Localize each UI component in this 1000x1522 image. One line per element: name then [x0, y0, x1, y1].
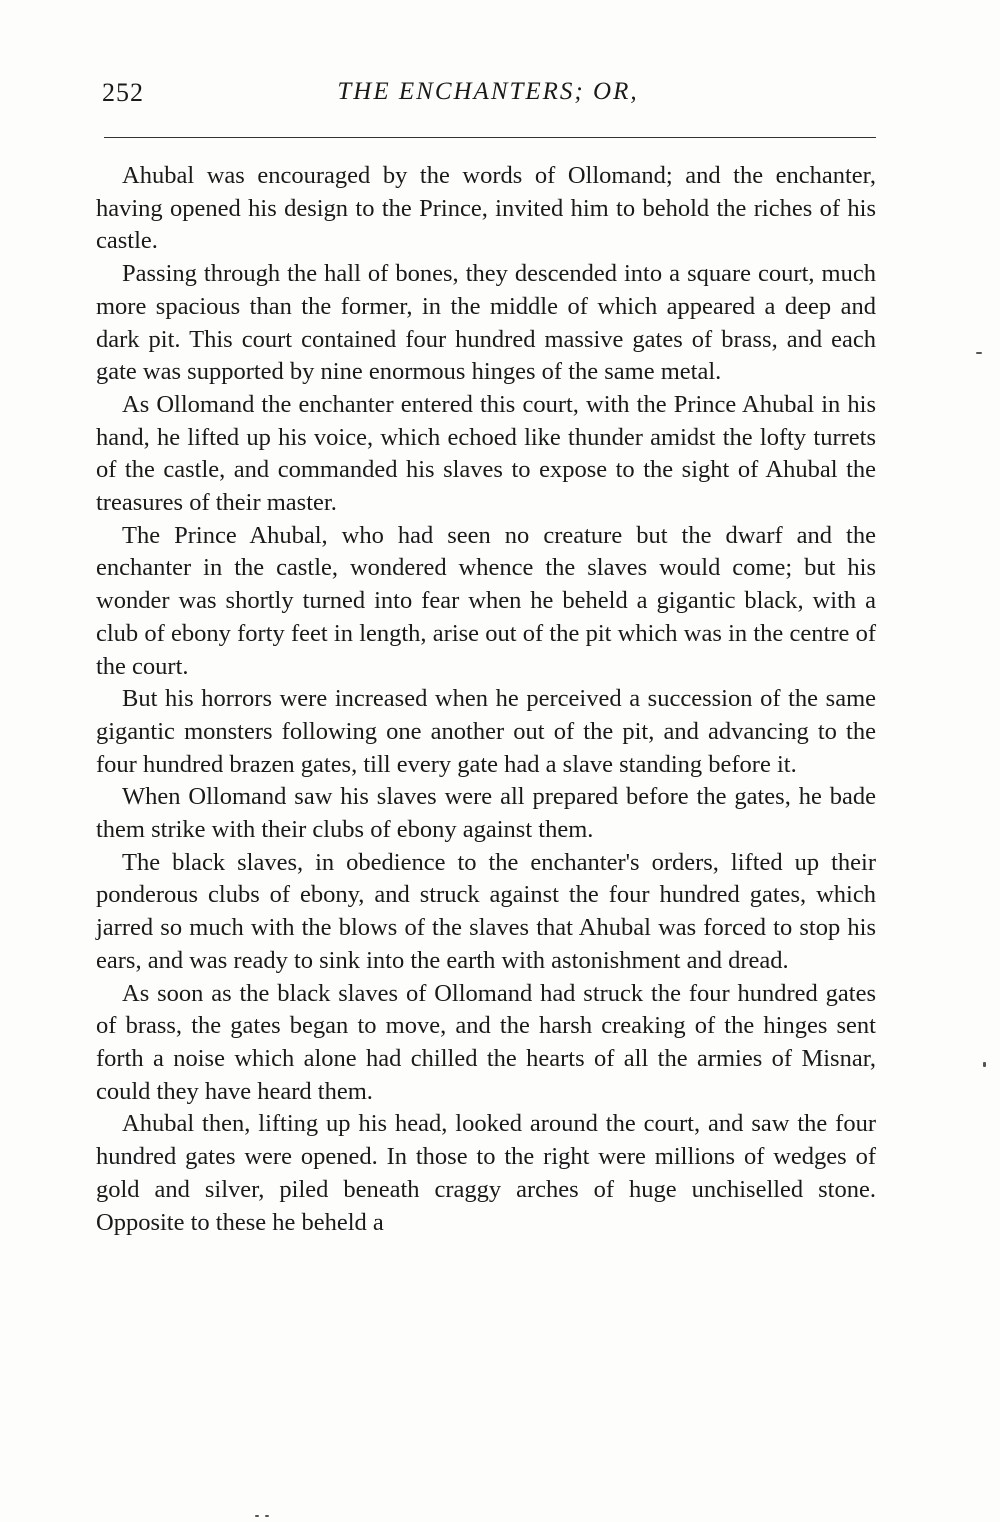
scan-speck — [983, 1062, 986, 1067]
scan-speck — [976, 352, 982, 354]
paragraph: Ahubal then, lifting up his head, looked around the court, and saw the four hundred gates were opened. In those to the right were millions of wedges of gold and silver, piled beneath craggy arches of huge unchiselled stone. Opposite to these he beheld a — [96, 1110, 876, 1236]
paragraph: But his horrors were increased when he perceived a succession of the same gigantic monsters following one another out of the pit, and advancing to the four hundred brazen gates, till every gate had a slave standing before it. — [96, 685, 876, 778]
paragraph: The Prince Ahubal, who had seen no creature but the dwarf and the enchanter in the castle, wondered whence the slaves would come; but his wonder was shortly turned into fear when he beheld a gigantic black, with a club of ebony forty feet in length, arise out of the pit which was in the centre of the court. — [96, 521, 876, 680]
page-number: 252 — [102, 78, 144, 107]
scan-speck — [255, 1515, 259, 1517]
running-title: THE ENCHANTERS; OR, — [337, 78, 639, 105]
paragraph: As soon as the black slaves of Ollomand had struck the four hundred gates of brass, the gates began to move, and the harsh creaking of the hinges sent forth a noise which alone had chilled the hearts of all the armies of Misnar, could they have heard them. — [96, 979, 876, 1105]
paragraph: Ahubal was encouraged by the words of Ollomand; and the enchanter, having opened his design to the Prince, invited him to behold the riches of his castle. — [96, 162, 876, 255]
paragraph: As Ollomand the enchanter entered this court, with the Prince Ahubal in his hand, he lifted up his voice, which echoed like thunder amidst the lofty turrets of the castle, and commanded his slaves to expose to the sight of Ahubal the treasures of their master. — [96, 390, 876, 517]
paragraph: When Ollomand saw his slaves were all prepared before the gates, he bade them strike with their clubs of ebony against them. — [96, 783, 876, 844]
paragraph: The black slaves, in obedience to the enchanter's orders, lifted up their ponderous clubs of ebony, and struck against the four hundred gates, which jarred so much with the blows of the slaves that Ahubal was forced to stop his ears, and was ready to sink into the earth with astonishment and dread. — [96, 848, 876, 974]
paragraph: Passing through the hall of bones, they descended into a square court, much more spacious than the former, in the middle of which appeared a deep and dark pit. This court contained four hundred massive gates of brass, and each gate was supported by nine enormous hinges of the same metal. — [96, 260, 876, 386]
body-text — [96, 160, 876, 1239]
scan-speck — [265, 1515, 269, 1517]
header-rule — [104, 137, 876, 138]
page-header — [100, 78, 876, 118]
